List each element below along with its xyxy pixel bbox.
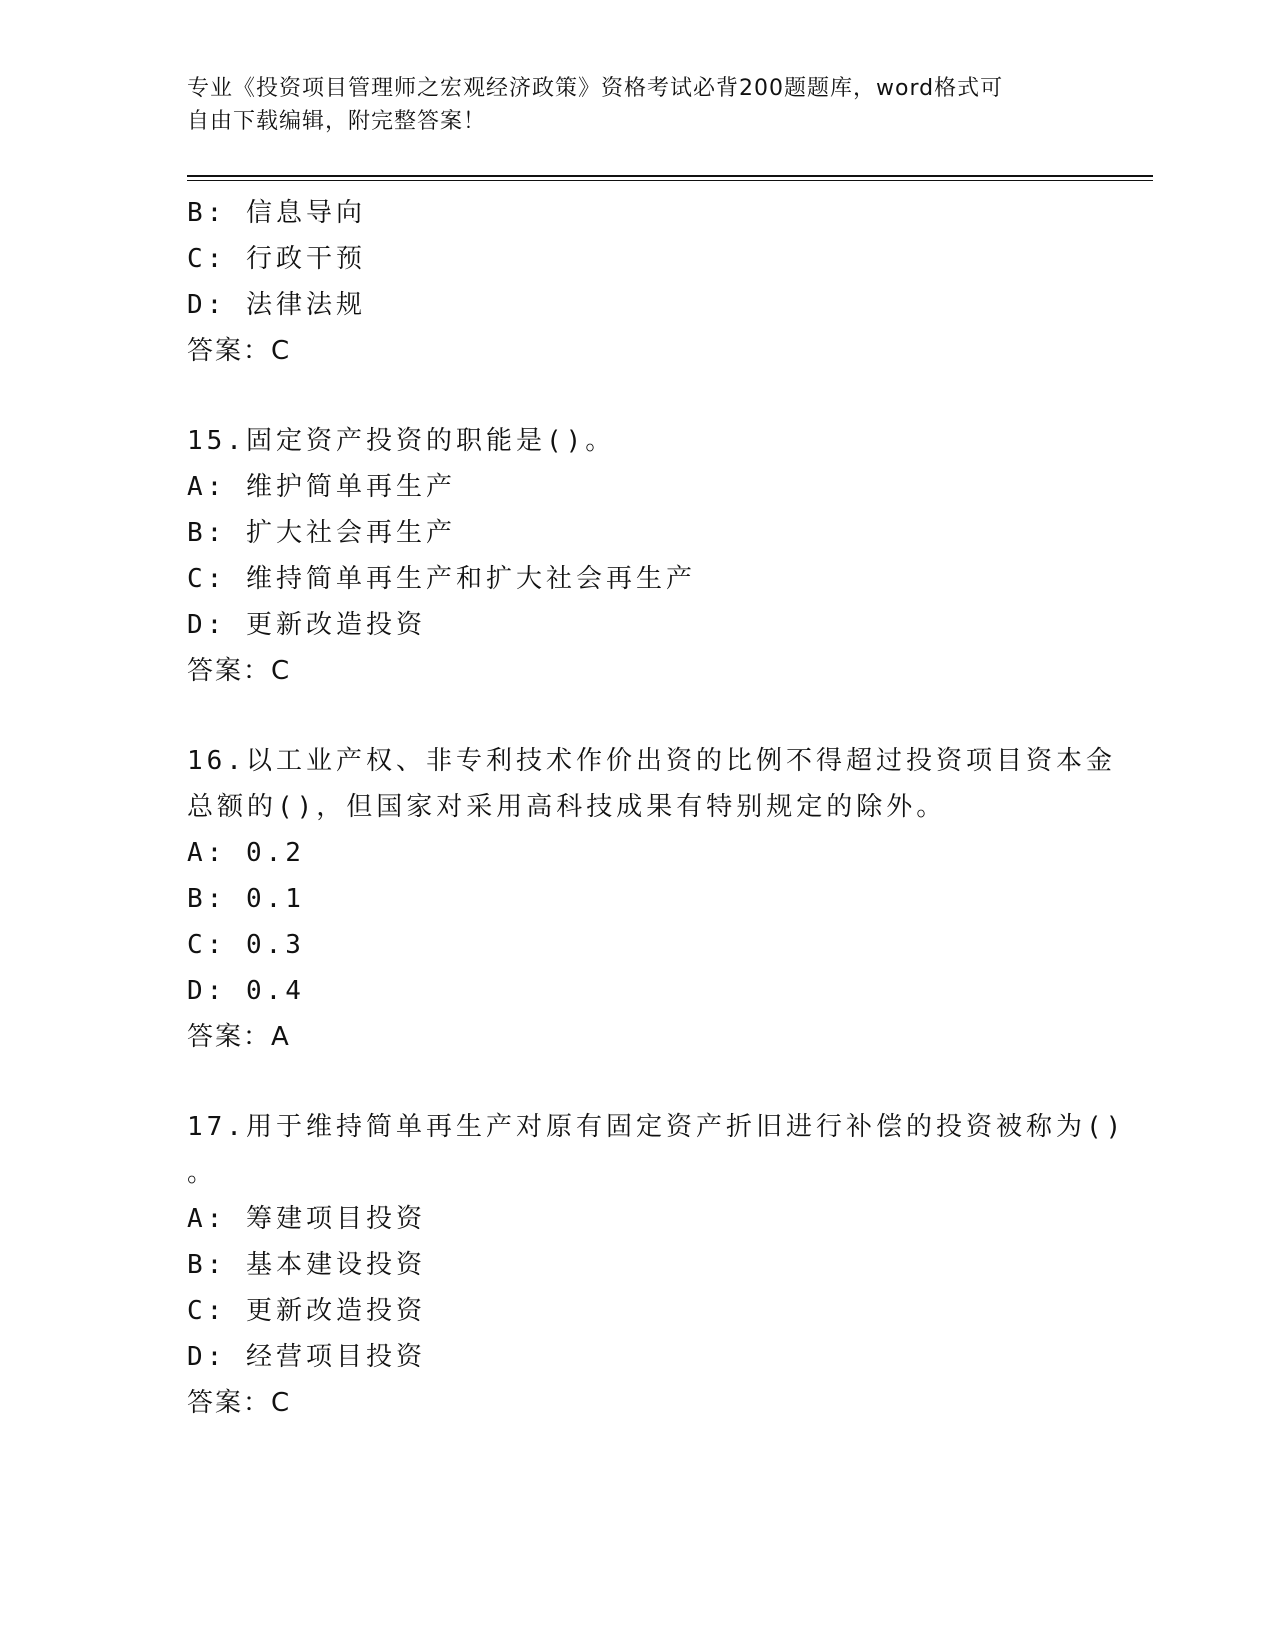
option-c: C: 更新改造投资: [187, 1296, 426, 1326]
option-d: D: 法律法规: [187, 290, 366, 320]
header-divider-thin: [187, 180, 1153, 181]
option-a: A: 维护简单再生产: [187, 472, 456, 502]
question-stem: 16.以工业产权、非专利技术作价出资的比例不得超过投资项目资本金: [187, 746, 1116, 776]
option-b: B: 0.1: [187, 884, 305, 914]
question-stem: 15.固定资产投资的职能是()。: [187, 426, 616, 456]
option-c: C: 0.3: [187, 930, 305, 960]
question-stem: 17.用于维持简单再生产对原有固定资产折旧进行补偿的投资被称为(): [187, 1112, 1126, 1142]
question-16: [187, 738, 1116, 1060]
document-header: [187, 72, 1067, 138]
option-d: D: 经营项目投资: [187, 1342, 426, 1372]
option-a: A: 筹建项目投资: [187, 1204, 426, 1234]
answer: 答案：A: [187, 1022, 291, 1052]
header-line-1: 专业《投资项目管理师之宏观经济政策》资格考试必背200题题库，word格式可: [187, 76, 1004, 101]
partial-question: [187, 190, 1087, 374]
header-line-2: 自由下载编辑，附完整答案！: [187, 109, 487, 134]
option-d: D: 更新改造投资: [187, 610, 426, 640]
header-divider: [187, 175, 1153, 177]
option-c: C: 行政干预: [187, 244, 366, 274]
option-b: B: 信息导向: [187, 198, 366, 228]
question-stem-continued: 总额的()，但国家对采用高科技成果有特别规定的除外。: [187, 792, 947, 822]
option-b: B: 基本建设投资: [187, 1250, 426, 1280]
question-17: [187, 1104, 1126, 1426]
question-content: [187, 190, 1126, 1426]
option-c: C: 维持简单再生产和扩大社会再生产: [187, 564, 696, 594]
question-15: [187, 418, 1087, 694]
answer: 答案：C: [187, 656, 292, 686]
answer: 答案：C: [187, 1388, 292, 1418]
question-stem-continued: 。: [187, 1158, 218, 1188]
answer: 答案：C: [187, 336, 292, 366]
option-a: A: 0.2: [187, 838, 305, 868]
option-b: B: 扩大社会再生产: [187, 518, 456, 548]
option-d: D: 0.4: [187, 976, 305, 1006]
